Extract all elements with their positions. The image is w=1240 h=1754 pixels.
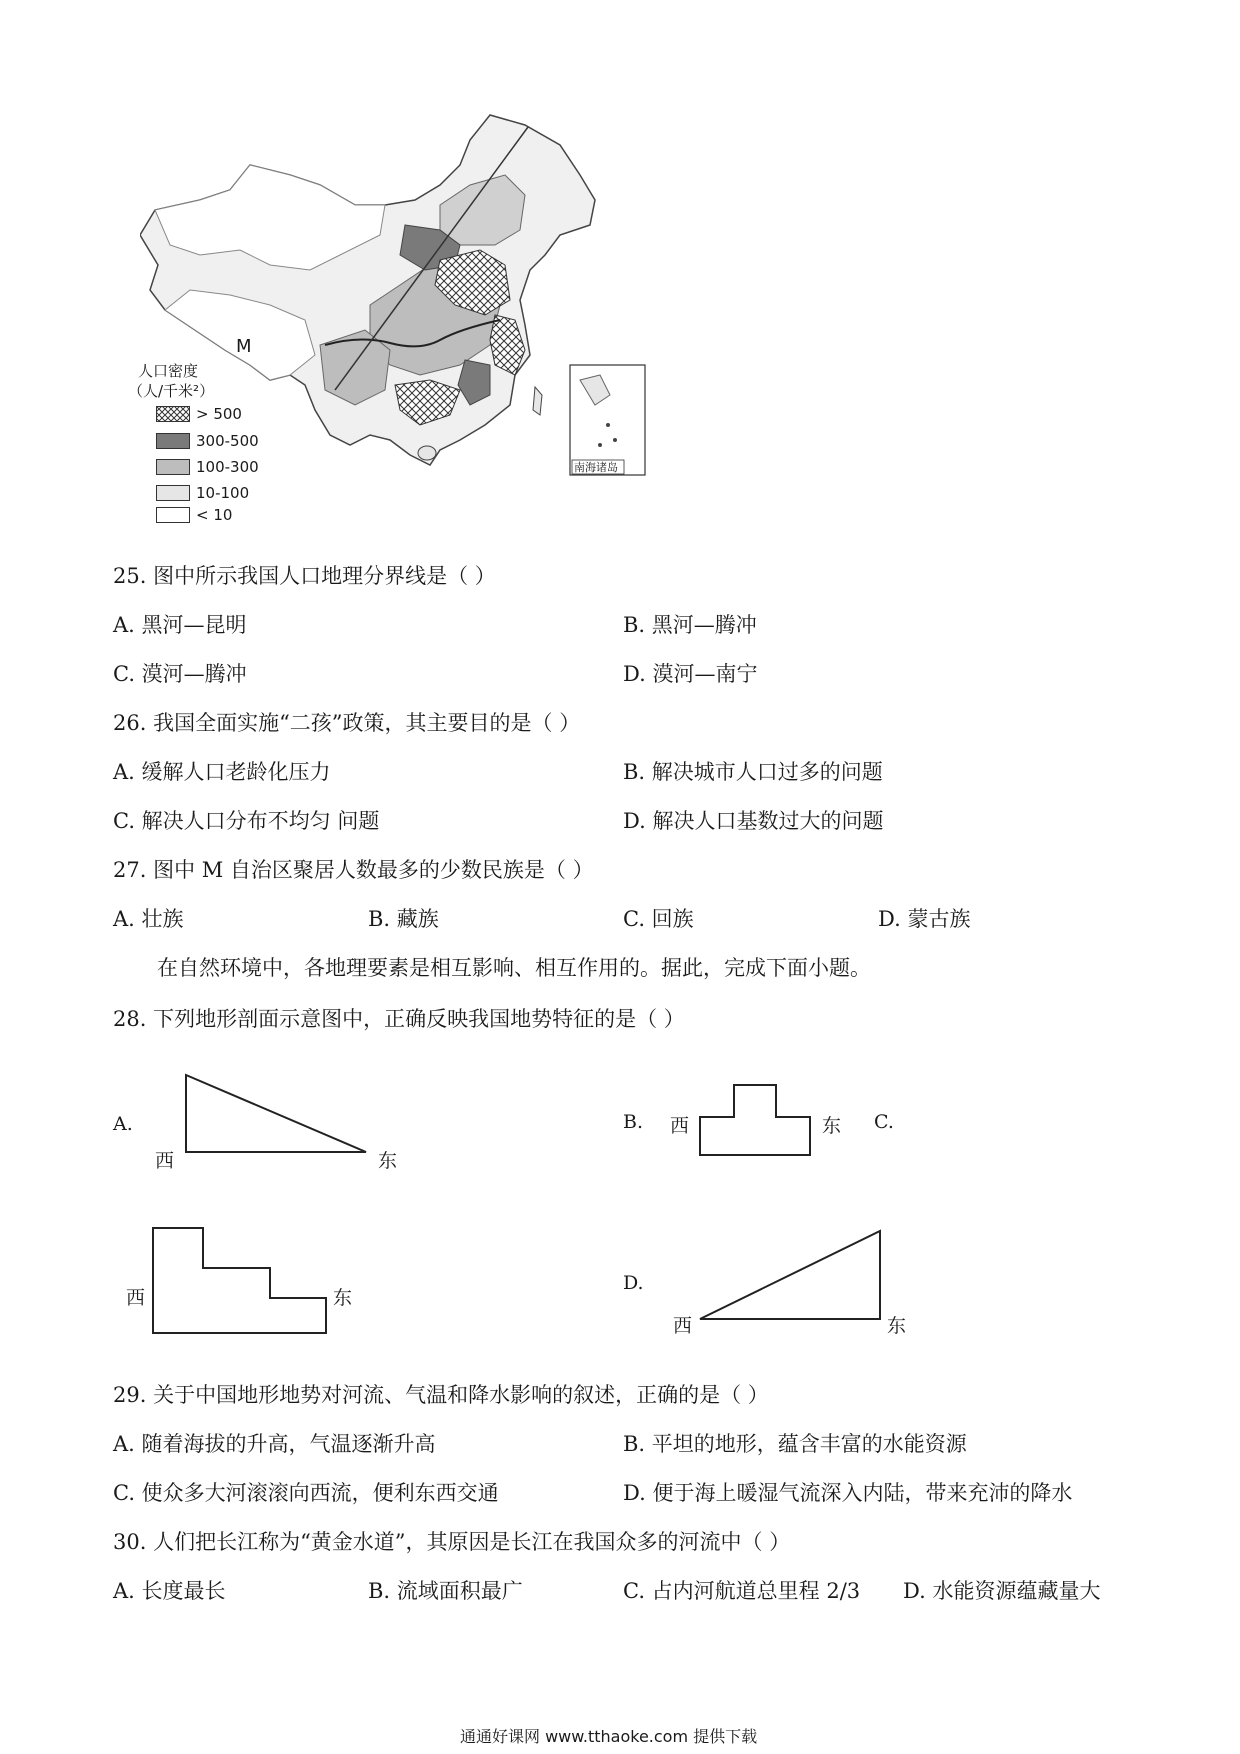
- q28-a-east: 东: [378, 1150, 398, 1172]
- legend-swatch: [156, 433, 190, 449]
- legend-item: [156, 432, 259, 450]
- q27-option-d[interactable]: D. 蒙古族: [878, 907, 971, 931]
- q28-stem: 28. 下列地形剖面示意图中，正确反映我国地势特征的是（ ）: [113, 1007, 685, 1031]
- page-footer: 通通好课网 www.tthaoke.com 提供下载: [460, 1727, 758, 1746]
- q28-b-west: 西: [670, 1115, 690, 1137]
- legend-swatch-hatch: [156, 406, 190, 422]
- legend-label: > 500: [196, 405, 242, 423]
- q28-b-east: 东: [822, 1115, 842, 1137]
- q26-option-d[interactable]: D. 解决人口基数过大的问题: [623, 809, 884, 833]
- q28-d-east: 东: [887, 1315, 907, 1337]
- q26-option-c[interactable]: C. 解决人口分布不均匀 问题: [113, 809, 380, 833]
- q30-stem: 30. 人们把长江称为“黄金水道”，其原因是长江在我国众多的河流中（ ）: [113, 1530, 791, 1554]
- legend-label: < 10: [196, 506, 233, 524]
- q29-stem: 29. 关于中国地形地势对河流、气温和降水影响的叙述，正确的是（ ）: [113, 1383, 769, 1407]
- q28-diagram-d: [695, 1225, 895, 1325]
- q27-option-b[interactable]: B. 藏族: [368, 907, 439, 931]
- q30-option-a[interactable]: A. 长度最长: [113, 1579, 226, 1603]
- section-intro: 在自然环境中，各地理要素是相互影响、相互作用的。据此，完成下面小题。: [157, 956, 871, 980]
- legend-item: [156, 484, 249, 502]
- q28-option-a[interactable]: A.: [113, 1113, 133, 1135]
- q28-option-c[interactable]: C.: [874, 1111, 894, 1133]
- legend-item: [156, 506, 232, 524]
- q28-option-d[interactable]: D.: [623, 1272, 644, 1294]
- q25-option-a[interactable]: A. 黑河—昆明: [113, 613, 247, 637]
- q28-diagram-c: [148, 1223, 333, 1338]
- legend-label: 100-300: [196, 458, 259, 476]
- legend-swatch: [156, 507, 190, 523]
- q28-c-west: 西: [126, 1287, 146, 1309]
- q28-diagram-b: [690, 1080, 820, 1160]
- legend-label: 300-500: [196, 432, 259, 450]
- q28-a-west: 西: [155, 1150, 175, 1172]
- population-density-map: [140, 105, 740, 545]
- q29-option-a[interactable]: A. 随着海拔的升高，气温逐渐升高: [113, 1432, 436, 1456]
- q25-stem: 25. 图中所示我国人口地理分界线是（ ）: [113, 564, 496, 588]
- legend-item: [156, 458, 259, 476]
- legend-item: [156, 405, 242, 423]
- q28-option-b[interactable]: B.: [623, 1111, 644, 1133]
- q30-option-d[interactable]: D. 水能资源蕴藏量大: [903, 1579, 1101, 1603]
- map-label-m: M: [236, 336, 252, 357]
- legend-swatch: [156, 485, 190, 501]
- q30-option-b[interactable]: B. 流域面积最广: [368, 1579, 523, 1603]
- q28-d-west: 西: [673, 1315, 693, 1337]
- q26-option-a[interactable]: A. 缓解人口老龄化压力: [113, 760, 331, 784]
- legend-unit: （人/千米²）: [128, 382, 215, 400]
- legend-swatch: [156, 459, 190, 475]
- q27-stem: 27. 图中 M 自治区聚居人数最多的少数民族是（ ）: [113, 858, 594, 882]
- legend-label: 10-100: [196, 484, 250, 502]
- q26-option-b[interactable]: B. 解决城市人口过多的问题: [623, 760, 883, 784]
- q30-option-c[interactable]: C. 占内河航道总里程 2/3: [623, 1579, 861, 1603]
- q29-option-b[interactable]: B. 平坦的地形，蕴含丰富的水能资源: [623, 1432, 967, 1456]
- q28-c-east: 东: [333, 1287, 353, 1309]
- q27-option-a[interactable]: A. 壮族: [113, 907, 184, 931]
- q25-option-b[interactable]: B. 黑河—腾冲: [623, 613, 757, 637]
- q26-stem: 26. 我国全面实施“二孩”政策，其主要目的是（ ）: [113, 711, 581, 735]
- q28-diagram-a: [180, 1070, 380, 1160]
- q29-option-d[interactable]: D. 便于海上暖湿气流深入内陆，带来充沛的降水: [623, 1481, 1073, 1505]
- q25-option-c[interactable]: C. 漠河—腾冲: [113, 662, 247, 686]
- q27-option-c[interactable]: C. 回族: [623, 907, 694, 931]
- legend-title: 人口密度: [138, 362, 199, 380]
- inset-label: 南海诸岛: [574, 461, 618, 474]
- q29-option-c[interactable]: C. 使众多大河滚滚向西流，便利东西交通: [113, 1481, 499, 1505]
- q25-option-d[interactable]: D. 漠河—南宁: [623, 662, 758, 686]
